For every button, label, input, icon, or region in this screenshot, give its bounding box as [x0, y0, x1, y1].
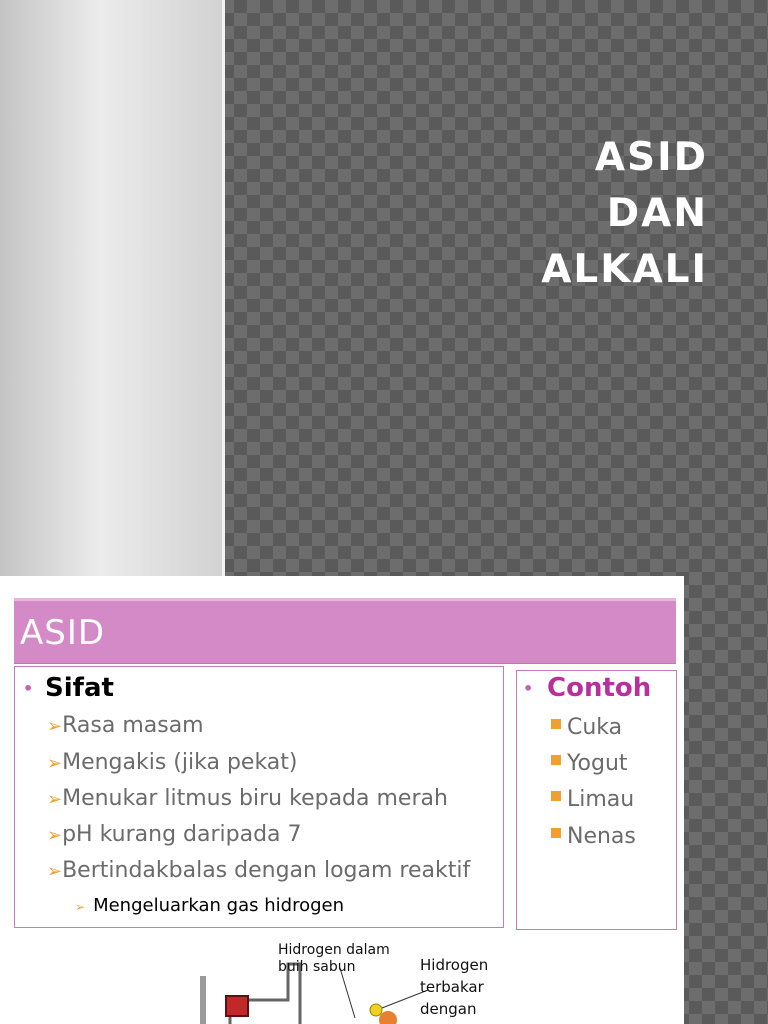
arrow-bullet-icon: ➢: [47, 753, 63, 774]
slide1-left-panel: [0, 0, 225, 576]
hydrogen-experiment-diagram: [170, 938, 530, 1024]
contoh-item: Cuka: [551, 715, 622, 740]
contoh-item: Nenas: [551, 824, 636, 849]
sifat-item: ➢Mengakis (jika pekat): [47, 750, 298, 775]
bullet-dot: •: [523, 679, 534, 698]
slide2-banner: [14, 598, 676, 664]
sifat-heading: Sifat: [45, 673, 114, 703]
arrow-bullet-icon: ➢: [47, 716, 63, 737]
banner-title: ASID: [20, 613, 106, 653]
label-hydrogen-burned: Hidrogen terbakar dengan: [420, 956, 489, 1018]
contoh-heading: Contoh: [547, 673, 652, 703]
sifat-box: [14, 666, 504, 928]
small-arrow-bullet-icon: ➢: [75, 900, 86, 914]
square-bullet-icon: [551, 791, 561, 801]
sifat-item: ➢pH kurang daripada 7: [47, 822, 302, 847]
contoh-box: [516, 670, 677, 930]
label-hydrogen-in-soap: Hidrogen dalam buih sabun: [278, 942, 390, 975]
title-line-1: ASID: [594, 135, 708, 180]
sifat-item: ➢Rasa masam: [47, 713, 204, 738]
title-line-3: ALKALI: [541, 247, 708, 292]
arrow-bullet-icon: ➢: [47, 825, 63, 846]
square-bullet-icon: [551, 828, 561, 838]
slide2: [0, 576, 684, 1024]
sifat-item: ➢Menukar litmus biru kepada merah: [47, 786, 448, 811]
sifat-item: ➢Bertindakbalas dengan logam reaktif: [47, 858, 471, 883]
slide1-title: [541, 130, 708, 298]
title-line-2: DAN: [606, 191, 708, 236]
bullet-dot: •: [23, 679, 34, 698]
contoh-item: Yogut: [551, 751, 628, 776]
arrow-bullet-icon: ➢: [47, 789, 63, 810]
arrow-bullet-icon: ➢: [47, 861, 63, 882]
contoh-item: Limau: [551, 787, 634, 812]
square-bullet-icon: [551, 719, 561, 729]
square-bullet-icon: [551, 755, 561, 765]
sifat-sub-item: ➢ Mengeluarkan gas hidrogen: [75, 895, 344, 916]
